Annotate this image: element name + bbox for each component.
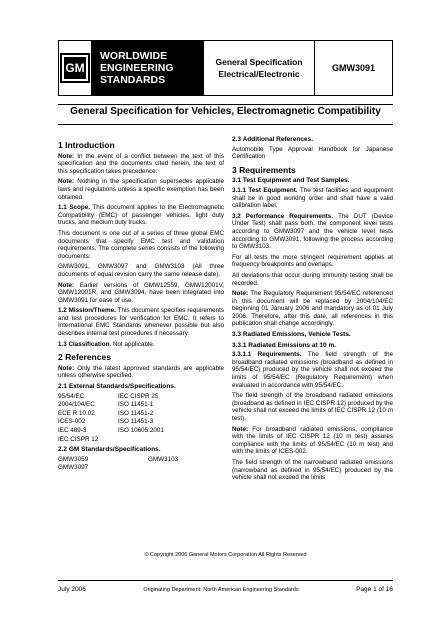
right-column bbox=[232, 136, 393, 485]
paragraph: 1.2 Mission/Theme. This document specifies requirements and test procedures for verification for EMC. It refers to International EMC Standards whenever possible but also describes internal test procedures if necessary. bbox=[58, 307, 224, 338]
paragraph: Note: In the event of a conflict between the text of this specification and the documents cited herein, the text of this specification takes precedence. bbox=[58, 152, 224, 175]
footer-origin: Originating Department: North American Engineering Standards bbox=[143, 587, 299, 593]
list-item: 2004/104/EC bbox=[58, 401, 95, 409]
external-standards-list bbox=[58, 393, 224, 444]
paragraph: This document is one out of a series of three global EMC documents that specify EMC test and validation requirements. The complete series consists of the following documents: bbox=[58, 229, 224, 260]
gm-standards-list bbox=[58, 456, 224, 472]
list-item: GMW3097 bbox=[58, 464, 89, 472]
org-line-1: WORLDWIDE bbox=[100, 50, 168, 62]
paragraph: Note: For broadband radiated emissions, compliance with the limits of IEC CISPR 12 (10 m test) assures compliance with the limits of 95/54/EC (10 m test) and with the limits of ICES-002. bbox=[232, 425, 393, 456]
subsection-heading-gm: 2.2 GM Standards/Specifications. bbox=[58, 446, 161, 454]
subsection-heading-radiated-emissions: 3.3 Radiated Emissions, Vehicle Tests. bbox=[232, 331, 351, 339]
doc-number: GMW3091 bbox=[331, 63, 375, 73]
paragraph: 3.2 Performance Requirements. The DUT (Device Under Test) shall pass both, the component level tests according to GMW3097 and the vehicle level tests according to GMW3091, following the process according to GMW3103. bbox=[232, 212, 393, 251]
gm-logo-cell bbox=[59, 41, 92, 95]
section-heading-introduction: 1 Introduction bbox=[58, 140, 115, 150]
subsection-heading-external: 2.1 External Standards/Specifications. bbox=[58, 383, 176, 391]
paragraph: Note: Earlier versions of GMW12559, GMW12001V, GMW12001R, and GMW3094, have been integrated into GMW3091 for ease of use. bbox=[58, 281, 225, 304]
paragraph: Note: The Regulatory Requirement 95/54/EC referenced in this document will be replaced by 2004/104/EC beginning 01 January 2006 and mandatory as of 01 July 2006. Therefore, after this date, all references in this publication shall change accordingly. bbox=[232, 290, 393, 328]
subsection-heading-radiated-10m: 3.3.1 Radiated Emissions at 10 m. bbox=[232, 341, 337, 349]
paragraph: All deviations that occur during immunity testing shall be recorded. bbox=[232, 271, 393, 287]
footer-rule bbox=[58, 580, 393, 581]
title-rule-bottom bbox=[58, 124, 393, 125]
section-heading-requirements: 3 Requirements bbox=[232, 164, 296, 175]
paragraph: 1.3 Classification. Not applicable. bbox=[58, 340, 155, 348]
page-footer bbox=[58, 586, 393, 593]
list-item: ISO 11451-1 bbox=[118, 401, 154, 409]
footer-date: July 2006 bbox=[58, 586, 86, 593]
list-item: IEC 489-3 bbox=[58, 427, 87, 434]
copyright-notice: © Copyright 2006 General Motors Corporation All Rights Reserved bbox=[144, 552, 307, 558]
list-item bbox=[148, 464, 224, 472]
paragraph: 3.3.1.1 Requirements. The field strength of the broadband radiated emissions (broadband as defined in 95/54/EC) produced by the vehicle shall not exceed the limits of 95/54/EC (Regulatory Requirement) when evaluated in accordance with 95/54/EC. bbox=[232, 351, 394, 389]
paragraph: Note: Nothing in the specification supersedes applicable laws and regulations unless a specific exemption has been obtained. bbox=[58, 178, 225, 201]
paragraph: The field strength of the broadband radiated emissions (broadband as defined in IEC CISPR 12) produced by the vehicle shall not exceed the limits of IEC CISPR 12 (10 m test). bbox=[232, 392, 393, 422]
paragraph: GMW3091, GMW3097 and GMW3103 (All three documents of equal revision carry the same release date). bbox=[58, 263, 224, 278]
list-item: ISO 11451-3 bbox=[118, 418, 154, 426]
org-name-cell bbox=[92, 41, 204, 95]
paragraph: Automobile Type Approval Handbook for Japanese Certification bbox=[232, 145, 393, 161]
list-item: ICES-002 bbox=[58, 418, 86, 426]
list-item: 95/54/EC bbox=[58, 392, 85, 400]
list-item bbox=[118, 436, 224, 444]
list-item: ISO 11451-2 bbox=[118, 409, 154, 417]
paragraph: 3.1.1 Test Equipment. The test facilities and equipment shall be in good working order and shall have a valid calibration label. bbox=[232, 186, 393, 210]
list-item: ECE R 10.02 bbox=[58, 409, 95, 417]
list-item: GMW3059 bbox=[58, 455, 89, 463]
section-heading-references: 2 References bbox=[58, 352, 111, 363]
page-number: Page 1 of 16 bbox=[356, 586, 393, 593]
paragraph: For all tests the more stringent requirement applies at frequency breakpoints and overlaps. bbox=[232, 253, 393, 269]
title-rule-top bbox=[58, 104, 393, 105]
list-item: IEC CISPR 12 bbox=[58, 435, 99, 443]
spec-line-1: General Specification bbox=[215, 57, 303, 67]
paragraph: 1.1 Scope. This document applies to the Electromagnetic Compatibility (EMC) of passenger vehicles, light duty trucks, and medium duty trucks. bbox=[58, 204, 224, 227]
paragraph: The field strength of the narrowband radiated emissions (narrowband as defined in 95/54/EC) produced by the vehicle shall not exceed the limits bbox=[232, 458, 393, 482]
spec-type-cell bbox=[204, 41, 315, 95]
list-item: IEC CISPR 25 bbox=[118, 392, 159, 400]
subsection-heading-test-equipment: 3.1 Test Equipment and Test Samples. bbox=[232, 177, 350, 185]
paragraph: Note: Only the latest approved standards are applicable unless otherwise specified. bbox=[58, 364, 225, 380]
document-header bbox=[58, 40, 393, 96]
document-title: General Specification for Vehicles, Electromagnetic Compatibility bbox=[70, 106, 381, 117]
subsection-heading-additional-references: 2.3 Additional References. bbox=[232, 136, 314, 143]
org-line-3: STANDARDS bbox=[100, 74, 166, 86]
list-item: ISO 10605:2001 bbox=[118, 427, 164, 434]
list-item: GMW3103 bbox=[148, 455, 179, 463]
gm-logo: GM bbox=[60, 53, 90, 83]
org-line-2: ENGINEERING bbox=[100, 62, 174, 74]
spec-line-2: Electrical/Electronic bbox=[218, 69, 300, 79]
left-column bbox=[58, 136, 224, 475]
